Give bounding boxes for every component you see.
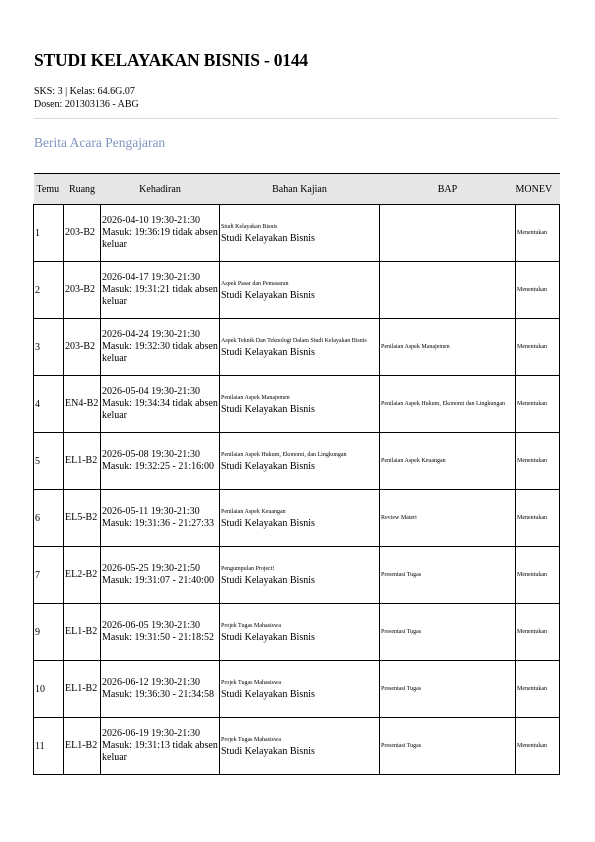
table-row — [34, 376, 560, 433]
table-header-row — [34, 174, 560, 205]
meeting-number: 2 — [34, 262, 64, 319]
study-material — [220, 205, 380, 262]
bap-entry: Penilaian Aspek Hukum, Ekonomi dan Lingkungan — [380, 376, 516, 433]
monev-status: Menentukan — [516, 718, 560, 775]
room: EL1-B2 — [64, 433, 101, 490]
header-monev: MONEV — [516, 174, 560, 205]
table-row — [34, 319, 560, 376]
material-topic: Penilaian Aspek Hukum, Ekonomi, dan Lingkungan — [221, 451, 347, 458]
room: EN4-B2 — [64, 376, 101, 433]
bap-entry — [380, 205, 516, 262]
material-course: Studi Kelayakan Bisnis — [221, 517, 315, 529]
monev-status: Menentukan — [516, 547, 560, 604]
material-course: Studi Kelayakan Bisnis — [221, 403, 315, 415]
table-row — [34, 433, 560, 490]
attendance: 2026-04-10 19:30-21:30 Masuk: 19:36:19 tidak absen keluar — [101, 205, 220, 262]
material-topic: Aspek Teknik Dan Teknologi Dalam Studi Kelayakan Bisnis — [221, 337, 367, 344]
material-course: Studi Kelayakan Bisnis — [221, 574, 315, 586]
attendance: 2026-05-08 19:30-21:30 Masuk: 19:32:25 - 21:16:00 — [101, 433, 220, 490]
room: EL5-B2 — [64, 490, 101, 547]
material-topic: Projek Tugas Mahasiswa — [221, 736, 282, 743]
material-course: Studi Kelayakan Bisnis — [221, 460, 315, 472]
table-row — [34, 604, 560, 661]
attendance: 2026-06-05 19:30-21:30 Masuk: 19:31:50 - 21:18:52 — [101, 604, 220, 661]
course-info: SKS: 3 | Kelas: 64.6G.07 — [34, 86, 135, 97]
study-material — [220, 319, 380, 376]
attendance: 2026-06-12 19:30-21:30 Masuk: 19:36:30 - 21:34:58 — [101, 661, 220, 718]
header-bahan-kajian: Bahan Kajian — [220, 174, 380, 205]
material-course: Studi Kelayakan Bisnis — [221, 232, 315, 244]
table-row — [34, 205, 560, 262]
page-title: STUDI KELAYAKAN BISNIS - 0144 — [34, 50, 308, 70]
table-row — [34, 262, 560, 319]
room: 203-B2 — [64, 262, 101, 319]
material-topic: Studi Kelayakan Bisnis — [221, 223, 278, 230]
room: EL1-B2 — [64, 718, 101, 775]
monev-status: Menentukan — [516, 205, 560, 262]
room: EL1-B2 — [64, 604, 101, 661]
bap-entry: Presentasi Tugas — [380, 718, 516, 775]
header-temu: Temu — [34, 174, 64, 205]
study-material — [220, 718, 380, 775]
room: EL2-B2 — [64, 547, 101, 604]
study-material — [220, 433, 380, 490]
meeting-number: 6 — [34, 490, 64, 547]
table-row — [34, 718, 560, 775]
material-topic: Projek Tugas Mahasiswa — [221, 679, 282, 686]
material-course: Studi Kelayakan Bisnis — [221, 745, 315, 757]
meeting-number: 4 — [34, 376, 64, 433]
material-course: Studi Kelayakan Bisnis — [221, 289, 315, 301]
table-row — [34, 490, 560, 547]
table-row — [34, 661, 560, 718]
material-topic: Penilaian Aspek Keuangan — [221, 508, 286, 515]
monev-status: Menentukan — [516, 604, 560, 661]
meeting-number: 10 — [34, 661, 64, 718]
header-ruang: Ruang — [64, 174, 101, 205]
attendance: 2026-04-17 19:30-21:30 Masuk: 19:31:21 tidak absen keluar — [101, 262, 220, 319]
monev-status: Menentukan — [516, 376, 560, 433]
room: 203-B2 — [64, 205, 101, 262]
table-row — [34, 547, 560, 604]
room: EL1-B2 — [64, 661, 101, 718]
study-material — [220, 490, 380, 547]
bap-entry: Penilaian Aspek Keuangan — [380, 433, 516, 490]
attendance: 2026-05-11 19:30-21:30 Masuk: 19:31:36 - 21:27:33 — [101, 490, 220, 547]
attendance-table — [33, 173, 560, 775]
header-kehadiran: Kehadiran — [101, 174, 220, 205]
study-material — [220, 661, 380, 718]
bap-entry: Penilaian Aspek Manajemen — [380, 319, 516, 376]
monev-status: Menentukan — [516, 433, 560, 490]
meeting-number: 5 — [34, 433, 64, 490]
meeting-number: 3 — [34, 319, 64, 376]
monev-status: Menentukan — [516, 262, 560, 319]
bap-entry: Presentasi Tugas — [380, 547, 516, 604]
study-material — [220, 547, 380, 604]
monev-status: Menentukan — [516, 490, 560, 547]
material-topic: Projek Tugas Mahasiswa — [221, 622, 282, 629]
monev-status: Menentukan — [516, 319, 560, 376]
room: 203-B2 — [64, 319, 101, 376]
header-bap: BAP — [380, 174, 516, 205]
material-course: Studi Kelayakan Bisnis — [221, 688, 315, 700]
material-topic: Aspek Pasar dan Pemasaran — [221, 280, 289, 287]
bap-entry: Presentasi Tugas — [380, 661, 516, 718]
attendance: 2026-05-04 19:30-21:30 Masuk: 19:34:34 tidak absen keluar — [101, 376, 220, 433]
study-material — [220, 262, 380, 319]
meeting-number: 11 — [34, 718, 64, 775]
attendance: 2026-05-25 19:30-21:50 Masuk: 19:31:07 - 21:40:00 — [101, 547, 220, 604]
material-course: Studi Kelayakan Bisnis — [221, 631, 315, 643]
bap-entry: Review Materi — [380, 490, 516, 547]
study-material — [220, 604, 380, 661]
meeting-number: 1 — [34, 205, 64, 262]
material-topic: Pengumpulan Project! — [221, 565, 275, 572]
study-material — [220, 376, 380, 433]
bap-entry — [380, 262, 516, 319]
attendance: 2026-06-19 19:30-21:30 Masuk: 19:31:13 tidak absen keluar — [101, 718, 220, 775]
lecturer-info: Dosen: 201303136 - ABG — [34, 99, 139, 110]
material-topic: Penilaian Aspek Manajemen — [221, 394, 290, 401]
monev-status: Menentukan — [516, 661, 560, 718]
material-course: Studi Kelayakan Bisnis — [221, 346, 315, 358]
meeting-number: 9 — [34, 604, 64, 661]
meeting-number: 7 — [34, 547, 64, 604]
bap-entry: Presentasi Tugas — [380, 604, 516, 661]
divider — [34, 118, 558, 119]
section-title: Berita Acara Pengajaran — [34, 135, 166, 150]
attendance: 2026-04-24 19:30-21:30 Masuk: 19:32:30 tidak absen keluar — [101, 319, 220, 376]
